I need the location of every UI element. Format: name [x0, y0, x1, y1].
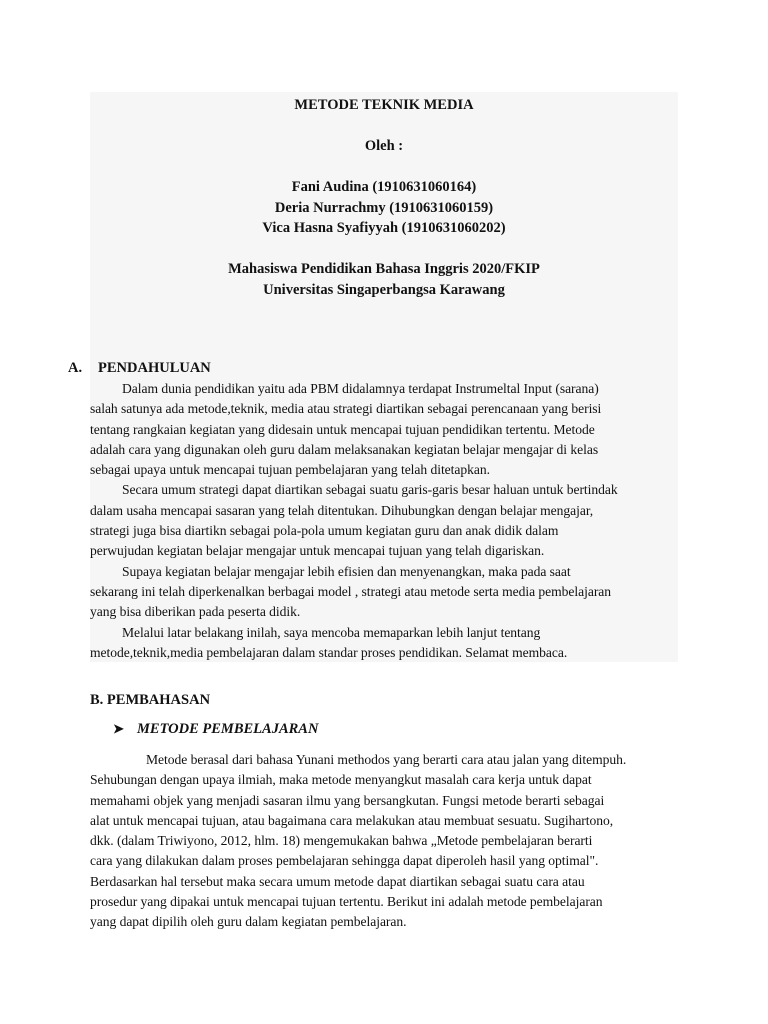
section-a-body [90, 379, 618, 663]
paragraph-line: dkk. (dalam Triwiyono, 2012, hlm. 18) mengemukakan bahwa „Metode pembelajaran berarti [90, 833, 593, 849]
paragraph-line: Berdasarkan hal tersebut maka secara umum metode dapat diartikan sebagai suatu cara atau [90, 873, 585, 889]
paragraph-line: strategi juga bisa diartikn sebagai pola-pola umum kegiatan guru dan anak didik dalam [90, 523, 559, 539]
paragraph-line: Sehubungan dengan upaya ilmiah, maka metode menyangkut masalah cara kerja untuk dapat [90, 772, 592, 788]
section-a-heading [68, 360, 211, 377]
paragraph-line: memahami objek yang menjadi sasaran ilmu yang bersangkutan. Fungsi metode berarti sebagai [90, 792, 605, 808]
paragraph-line: Dalam dunia pendidikan yaitu ada PBM didalamnya terdapat Instrumeltal Input (sarana) [122, 381, 599, 396]
author-1: Fani Audina (1910631060164) [291, 179, 477, 195]
paragraph-line: tentang rangkaian kegiatan yang didesain untuk mencapai tujuan pendidikan tertentu. Metode [90, 421, 595, 437]
affiliation-program: Mahasiswa Pendidikan Bahasa Inggris 2020/FKIP [228, 261, 540, 277]
paragraph-line: Secara umum strategi dapat diartikan sebagai suatu garis-garis besar haluan untuk bertindak [122, 482, 618, 498]
paragraph-line: dalam usaha mencapai sasaran yang telah ditentukan. Dihubungkan dengan belajar mengajar, [90, 502, 594, 518]
paragraph-line: Supaya kegiatan belajar mengajar lebih efisien dan menyenangkan, maka pada saat [122, 563, 571, 579]
author-2: Deria Nurrachmy (1910631060159) [274, 199, 494, 216]
paragraph-line: sebagai upaya untuk mencapai tujuan pembelajaran yang telah ditetapkan. [90, 462, 490, 478]
title-block [90, 95, 678, 300]
paragraph-line: salah satunya ada metode,teknik, media atau strategi diartikan sebagai perencanaan yang berisi [90, 401, 602, 417]
paragraph-line: Melalui latar belakang inilah, saya mencoba memaparkan lebih lanjut tentang [122, 624, 541, 640]
subheading-text: METODE PEMBELAJARAN [137, 721, 319, 737]
section-a-letter: A. [68, 360, 83, 376]
section-a-title: PENDAHULUAN [98, 360, 211, 376]
paragraph-line: perwujudan kegiatan belajar mengajar untuk mencapai tujuan yang telah digariskan. [90, 543, 545, 559]
arrowhead-bullet-icon: ➤ [113, 721, 124, 736]
paragraph-line: sekarang ini telah diperkenalkan berbagai model , strategi atau metode serta media pembelajaran [90, 583, 612, 599]
section-b-body [90, 750, 626, 933]
document-title: METODE TEKNIK MEDIA [294, 97, 474, 113]
subheading [113, 721, 318, 738]
author-3: Vica Hasna Syafiyyah (1910631060202) [262, 220, 506, 236]
paragraph-line: metode,teknik,media pembelajaran dalam standar proses pendidikan. Selamat membaca. [90, 644, 568, 660]
paragraph-line: cara yang dilakukan dalam proses pembelajaran sehingga dapat diperoleh hasil yang optimal". [90, 853, 599, 869]
paragraph-line: Metode berasal dari bahasa Yunani methodos yang berarti cara atau jalan yang ditempuh. [146, 752, 627, 767]
paragraph-line: prosedur yang dipakai untuk mencapai tujuan tertentu. Berikut ini adalah metode pembelajaran [90, 894, 603, 910]
paragraph-line: adalah cara yang digunakan oleh guru dalam melaksanakan kegiatan belajar mengajar di kelas [90, 441, 599, 457]
paragraph-line: alat untuk mencapai tujuan, atau bagaimana cara melakukan atau membuat sesuatu. Sugihartono, [90, 812, 614, 828]
by-label: Oleh : [364, 138, 404, 154]
paragraph-line: yang bisa diberikan pada peserta didik. [90, 604, 301, 620]
section-b-heading: B. PEMBAHASAN [90, 692, 211, 708]
affiliation-university: Universitas Singaperbangsa Karawang [263, 281, 505, 298]
paragraph-line: yang dapat dipilih oleh guru dalam kegiatan pembelajaran. [90, 914, 407, 930]
